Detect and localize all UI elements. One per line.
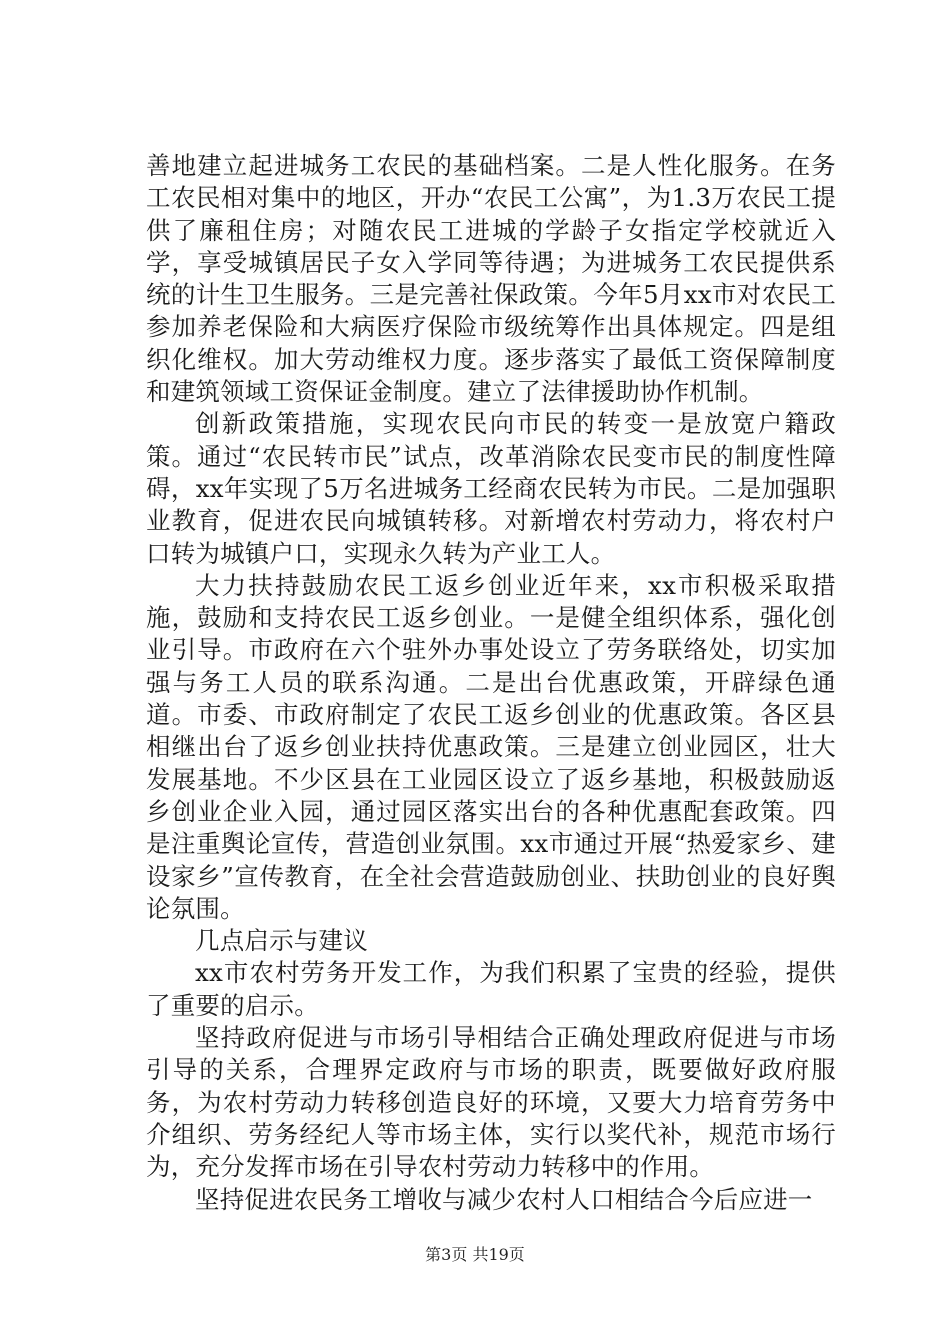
paragraph-2: 创新政策措施，实现农民向市民的转变一是放宽户籍政策。通过“农民转市民”试点，改革消除农民变市民的制度性障碍，xx年实现了5万名进城务工经商农民转为市民。二是加强职业教育，促进农民向城镇转移。对新增农村劳动力，将农村户口转为城镇户口，实现永久转为产业工人。 xyxy=(146,409,836,568)
document-body xyxy=(146,150,836,1216)
paragraph-3: 大力扶持鼓励农民工返乡创业近年来，xx市积极采取措施，鼓励和支持农民工返乡创业。一是健全组织体系，强化创业引导。市政府在六个驻外办事处设立了劳务联络处，切实加强与务工人员的联系沟通。二是出台优惠政策，开辟绿色通道。市委、市政府制定了农民工返乡创业的优惠政策。各区县相继出台了返乡创业扶持优惠政策。三是建立创业园区，壮大发展基地。不少区县在工业园区设立了返乡基地，积极鼓励返乡创业企业入园，通过园区落实出台的各种优惠配套政策。四是注重舆论宣传，营造创业氛围。xx市通过开展“热爱家乡、建设家乡”宣传教育，在全社会营造鼓励创业、扶助创业的良好舆论氛围。 xyxy=(146,570,836,923)
paragraph-5: xx市农村劳务开发工作，为我们积累了宝贵的经验，提供了重要的启示。 xyxy=(146,958,836,1020)
paragraph-7: 坚持促进农民务工增收与减少农村人口相结合今后应进一 xyxy=(195,1184,813,1214)
paragraph-6: 坚持政府促进与市场引导相结合正确处理政府促进与市场引导的关系，合理界定政府与市场的职责，既要做好政府服务，为农村劳动力转移创造良好的环境，又要大力培育劳务中介组织、劳务经纪人等市场主体，实行以奖代补，规范市场行为，充分发挥市场在引导农村劳动力转移中的作用。 xyxy=(146,1023,836,1182)
paragraph-1: 善地建立起进城务工农民的基础档案。二是人性化服务。在务工农民相对集中的地区，开办“农民工公寓”，为1.3万农民工提供了廉租住房；对随农民工进城的学龄子女指定学校就近入学，享受城镇居民子女入学同等待遇；为进城务工农民提供系统的计生卫生服务。三是完善社保政策。今年5月xx市对农民工参加养老保险和大病医疗保险市级统筹作出具体规定。四是组织化维权。加大劳动维权力度。逐步落实了最低工资保障制度和建筑领域工资保证金制度。建立了法律援助协作机制。 xyxy=(146,151,836,407)
section-heading: 几点启示与建议 xyxy=(195,926,368,956)
page-footer: 第3页 共19页 xyxy=(425,1245,525,1264)
